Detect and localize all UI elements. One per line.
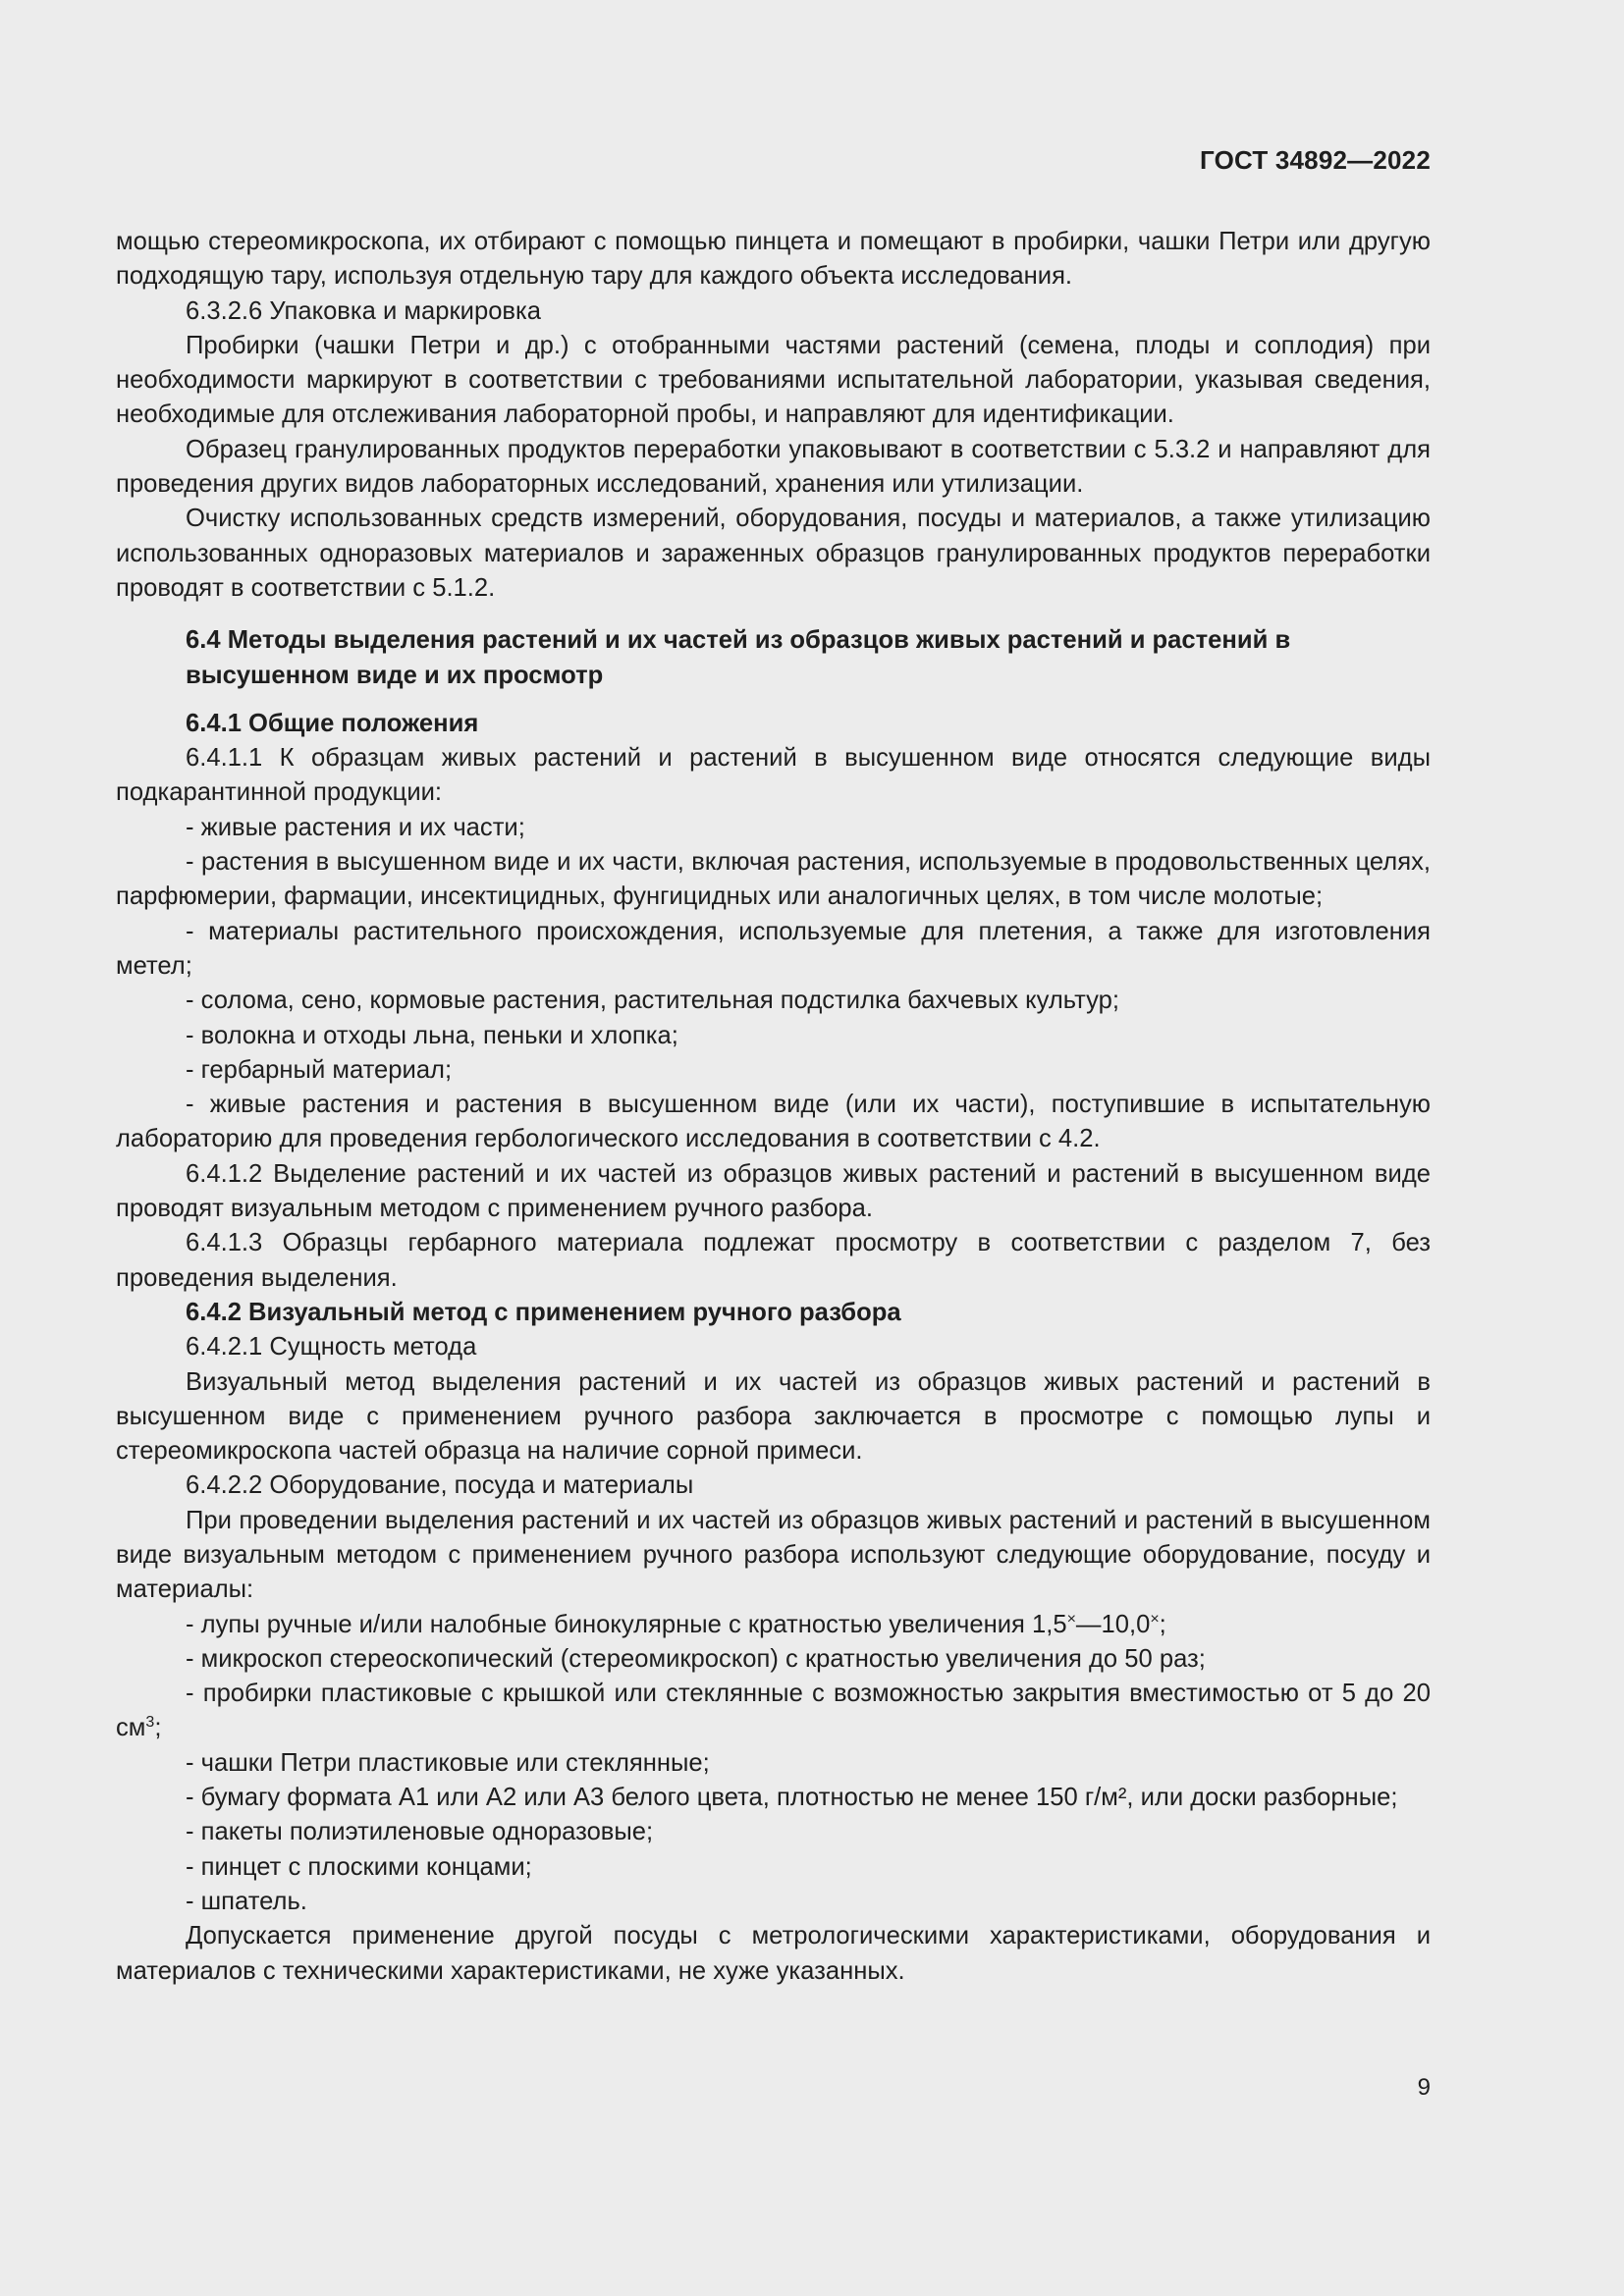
equipment-item: - лупы ручные и/или налобные бинокулярные с кратностью увеличения 1,5×—10,0×;	[186, 1610, 1166, 1638]
paragraph: 6.4.1.2 Выделение растений и их частей из образцов живых растений и растений в высушенном виде проводят визуальным методом с применением ручного разбора.	[116, 1159, 1431, 1223]
list-item: - материалы растительного происхождения, используемые для плетения, а также для изготовления метел;	[116, 917, 1431, 980]
list-item: - гербарный материал;	[186, 1055, 453, 1084]
section-heading-6-4-1: 6.4.1 Общие положения	[186, 709, 479, 737]
paragraph: Очистку использованных средств измерений, оборудования, посуды и материалов, а также утилизацию использованных одноразовых материалов и зараженных образцов гранулированных продуктов переработки проводят в соответствии с 5.1.2.	[116, 505, 1431, 602]
paragraph: 6.4.1.1 К образцам живых растений и растений в высушенном виде относятся следующие виды подкарантинной продукции:	[116, 744, 1431, 807]
paragraph-continuation: мощью стереомикроскопа, их отбирают с помощью пинцета и помещают в пробирки, чашки Петри или другую подходящую тару, используя отдельную тару для каждого объекта исследования.	[116, 228, 1431, 291]
subsection-title-6-3-2-6: 6.3.2.6 Упаковка и маркировка	[186, 296, 542, 325]
document-code-header: ГОСТ 34892—2022	[1200, 145, 1431, 175]
subsection-title-6-4-2-2: 6.4.2.2 Оборудование, посуда и материалы	[186, 1471, 694, 1500]
list-item: - растения в высушенном виде и их части, включая растения, используемые в продовольственных целях, парфюмерии, фармации, инсектицидных, фунгицидных или аналогичных целях, в том числе молотые;	[116, 848, 1431, 911]
equipment-item: - пакеты полиэтиленовые одноразовые;	[186, 1818, 654, 1846]
equipment-item: - бумагу формата А1 или А2 или А3 белого цвета, плотностью не менее 150 г/м², или доски разборные;	[186, 1784, 1398, 1812]
paragraph: Визуальный метод выделения растений и их частей из образцов живых растений и растений в высушенном виде с применением ручного разбора заключается в просмотре с помощью лупы и стереомикроскопа частей образца на наличие сорной примеси.	[116, 1367, 1431, 1466]
equipment-item: - пинцет с плоскими концами;	[186, 1852, 532, 1881]
equipment-item: - чашки Петри пластиковые или стеклянные;	[186, 1748, 710, 1777]
document-body	[116, 225, 1431, 1989]
equipment-item: - шпатель.	[186, 1887, 307, 1915]
list-item: - солома, сено, кормовые растения, растительная подстилка бахчевых культур;	[186, 987, 1119, 1015]
list-item: - живые растения и растения в высушенном виде (или их части), поступившие в испытательную лабораторию для проведения гербологического исследования в соответствии с 4.2.	[116, 1091, 1431, 1153]
section-heading-6-4-2: 6.4.2 Визуальный метод с применением ручного разбора	[186, 1298, 901, 1326]
paragraph: Пробирки (чашки Петри и др.) с отобранными частями растений (семена, плоды и соплодия) при необходимости маркируют в соответствии с требованиями испытательной лаборатории, указывая сведения, необходимые для отслеживания лабораторной пробы, и направляют для идентификации.	[116, 331, 1431, 429]
paragraph: При проведении выделения растений и их частей из образцов живых растений и растений в высушенном виде визуальным методом с применением ручного разбора используют следующие оборудование, посуду и материалы:	[116, 1506, 1431, 1604]
paragraph: Образец гранулированных продуктов переработки упаковывают в соответствии с 5.3.2 и направляют для проведения других видов лабораторных исследований, хранения или утилизации.	[116, 435, 1431, 499]
equipment-item: - микроскоп стереоскопический (стереомикроскоп) с кратностью увеличения до 50 раз;	[186, 1644, 1206, 1673]
paragraph: Допускается применение другой посуды с метрологическими характеристиками, оборудования и материалов с техническими характеристиками, не хуже указанных.	[116, 1922, 1431, 1985]
subsection-title-6-4-2-1: 6.4.2.1 Сущность метода	[186, 1333, 477, 1362]
page-number: 9	[1417, 2074, 1431, 2101]
list-item: - волокна и отходы льна, пеньки и хлопка;	[186, 1021, 678, 1049]
section-heading-6-4: 6.4 Методы выделения растений и их частей из образцов живых растений и растений в высушенном виде и их просмотр	[186, 626, 1291, 689]
equipment-item: - пробирки пластиковые с крышкой или стеклянные с возможностью закрытия вместимостью от 5 до 20 $см^3$;	[116, 1680, 1431, 1742]
paragraph: 6.4.1.3 Образцы гербарного материала подлежат просмотру в соответствии с разделом 7, без проведения выделения.	[116, 1229, 1431, 1292]
list-item: - живые растения и их части;	[186, 813, 525, 841]
